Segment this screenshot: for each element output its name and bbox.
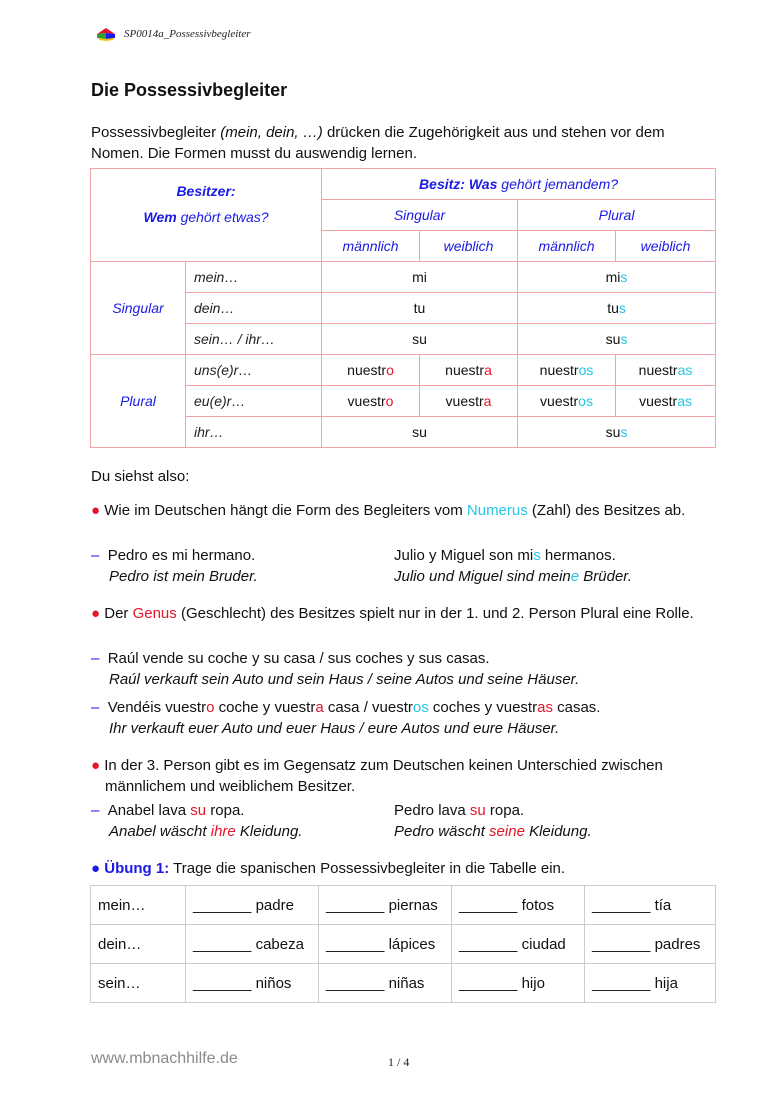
intro-paragraph xyxy=(91,122,715,164)
exercise-instruction: Trage die spanischen Possessivbegleiter in die Tabelle ein. xyxy=(169,860,566,877)
bullet-dot-icon: ● xyxy=(91,605,101,622)
ex2b-os: os xyxy=(412,699,429,716)
dash-icon: – xyxy=(91,650,100,667)
vuestras-stem: vuestr xyxy=(639,393,678,409)
nuestro-ending: o xyxy=(386,362,394,378)
nuestra-stem: nuestr xyxy=(445,362,485,378)
bullet-dot-icon: ● xyxy=(91,502,101,519)
exercise-blank-cell[interactable]: _______ cabeza xyxy=(186,925,319,964)
exercise-row xyxy=(91,886,716,925)
genus-term: Genus xyxy=(132,605,177,622)
ex1-right-s: s xyxy=(533,547,541,564)
sus-stem: su xyxy=(605,331,621,347)
exercise-table xyxy=(90,885,716,1003)
exercise-cell: mein… xyxy=(91,886,186,925)
cell-nuestro xyxy=(322,355,420,386)
exercise-bullet-icon: ● xyxy=(91,860,101,877)
wem-label: Wem xyxy=(143,209,177,225)
vuestro-ending: o xyxy=(385,393,394,409)
point-numerus xyxy=(91,500,715,521)
nuestra-ending: a xyxy=(484,362,492,378)
exercise-blank-cell[interactable]: _______ ciudad xyxy=(452,925,585,964)
besitz-rest: gehört jemandem? xyxy=(497,176,619,192)
cell-vuestras xyxy=(616,386,716,417)
point2-text-start: Der xyxy=(104,605,133,622)
point3-text: In der 3. Person gibt es im Gegensatz zum Deutschen keinen Unterschied zwischen männlichem und weiblichem Besitzer. xyxy=(104,757,663,795)
intro-examples: (mein, dein, …) xyxy=(220,124,323,141)
cell-sus xyxy=(518,324,716,355)
ex1-right-de-b: Brüder. xyxy=(579,568,632,585)
tus-ending: s xyxy=(618,300,626,316)
document-id: SP0014a_Possessivbegleiter xyxy=(124,28,251,40)
tus-stem: tu xyxy=(607,300,619,316)
point1-text-start: Wie im Deutschen hängt die Form des Begleiters vom xyxy=(104,502,467,519)
bullet-dot-icon: ● xyxy=(91,757,101,774)
exercise-blank-cell[interactable]: _______ fotos xyxy=(452,886,585,925)
ex3-left-su: su xyxy=(190,802,207,819)
besitz-header xyxy=(322,169,716,200)
ex2b-4: coches y vuestr xyxy=(428,699,538,716)
example-2a xyxy=(91,648,579,690)
exercise-row xyxy=(91,925,716,964)
ex2b-1: Vendéis vuestr xyxy=(107,699,207,716)
exercise-cell: dein… xyxy=(91,925,186,964)
wem-rest: gehört etwas? xyxy=(176,209,269,225)
sus-ending: s xyxy=(620,331,628,347)
row-label-ihr: ihr… xyxy=(186,417,322,448)
ex1-right-b: hermanos. xyxy=(540,547,616,564)
ex3-left-de-a: Anabel wäscht xyxy=(109,823,211,840)
ex2a-de: Raúl verkauft sein Auto und sein Haus / seine Autos und seine Häuser. xyxy=(109,671,580,688)
cell-nuestra xyxy=(420,355,518,386)
ex3-left-b: ropa. xyxy=(206,802,245,819)
mis-ending: s xyxy=(620,269,628,285)
exercise-cell: sein… xyxy=(91,964,186,1003)
cell-nuestras xyxy=(616,355,716,386)
point-genus xyxy=(91,603,715,624)
ex1-left-es: Pedro es mi hermano. xyxy=(107,547,256,564)
mis-stem: mi xyxy=(605,269,621,285)
row-label-euer: eu(e)r… xyxy=(186,386,322,417)
page-number: 1 / 4 xyxy=(388,1055,410,1069)
ex3-right-a: Pedro lava xyxy=(394,802,470,819)
example-1-left xyxy=(91,545,258,587)
ex3-left-de-b: Kleidung. xyxy=(235,823,303,840)
nuestro-stem: nuestr xyxy=(347,362,387,378)
ex1-right-de-a: Julio und Miguel sind mein xyxy=(394,568,571,585)
possessive-table xyxy=(90,168,716,448)
exercise-blank-cell[interactable]: _______ lápices xyxy=(319,925,452,964)
dash-icon: – xyxy=(91,699,100,716)
exercise-blank-cell[interactable]: _______ niñas xyxy=(319,964,452,1003)
cell-mis xyxy=(518,262,716,293)
ex2b-2: coche y vuestr xyxy=(214,699,316,716)
point2-text-end: (Geschlecht) des Besitzes spielt nur in der 1. und 2. Person Plural eine Rolle. xyxy=(176,605,694,622)
header-singular: Singular xyxy=(322,200,518,231)
row-label-mein: mein… xyxy=(186,262,322,293)
point1-text-end: (Zahl) des Besitzes ab. xyxy=(527,502,686,519)
ex3-left-a: Anabel lava xyxy=(107,802,191,819)
vuestros-ending: os xyxy=(578,393,593,409)
cell-nuestros xyxy=(518,355,616,386)
vuestro-stem: vuestr xyxy=(347,393,386,409)
ex1-right-a: Julio y Miguel son mi xyxy=(394,547,534,564)
ex3-right-b: ropa. xyxy=(485,802,525,819)
cell-tu: tu xyxy=(322,293,518,324)
ex2b-5: casas. xyxy=(552,699,601,716)
dash-icon: – xyxy=(91,547,100,564)
example-2b xyxy=(91,697,600,739)
ex2b-o: o xyxy=(206,699,215,716)
footer-url[interactable]: www.mbnachhilfe.de xyxy=(91,1050,238,1067)
header-maennlich-pl: männlich xyxy=(518,231,616,262)
besitzer-label: Besitzer: xyxy=(176,183,236,199)
exercise-label: Übung 1: xyxy=(104,860,170,877)
example-3-left xyxy=(91,800,302,842)
vuestra-stem: vuestr xyxy=(445,393,484,409)
intro-text-end: drücken die Zugehörigkeit aus und stehen vor dem Nomen. Die Formen musst du auswendig lernen. xyxy=(91,124,665,162)
row-label-unser: uns(e)r… xyxy=(186,355,322,386)
ex2b-a: a xyxy=(315,699,324,716)
nuestros-ending: os xyxy=(578,362,594,378)
header-maennlich-sg: männlich xyxy=(322,231,420,262)
ex3-right-de-a: Pedro wäscht xyxy=(394,823,490,840)
example-1-right xyxy=(394,545,632,587)
nuestras-ending: as xyxy=(677,362,693,378)
exercise-blank-cell[interactable]: _______ padres xyxy=(585,925,716,964)
nuestros-stem: nuestr xyxy=(539,362,579,378)
header-plural: Plural xyxy=(518,200,716,231)
cell-su: su xyxy=(322,324,518,355)
was-label: Was xyxy=(468,176,498,192)
sus-pl-stem: su xyxy=(605,424,621,440)
vuestras-ending: as xyxy=(677,393,692,409)
exercise-blank-cell[interactable]: _______ hijo xyxy=(452,964,585,1003)
ex3-right-seine: seine xyxy=(489,823,525,840)
exercise-heading xyxy=(91,858,715,879)
cell-vuestros xyxy=(518,386,616,417)
header-weiblich-sg: weiblich xyxy=(420,231,518,262)
ex1-left-de: Pedro ist mein Bruder. xyxy=(109,568,258,585)
exercise-blank-cell[interactable]: _______ hija xyxy=(585,964,716,1003)
besitz-label: Besitz: xyxy=(419,176,465,192)
numerus-term: Numerus xyxy=(466,502,528,519)
header-weiblich-pl: weiblich xyxy=(616,231,716,262)
cell-tus xyxy=(518,293,716,324)
ex2a-es: Raúl vende su coche y su casa / sus coches y sus casas. xyxy=(107,650,490,667)
also-label: Du siehst also: xyxy=(91,468,190,485)
dash-icon: – xyxy=(91,802,100,819)
point-third-person xyxy=(91,755,715,797)
sus-pl-ending: s xyxy=(620,424,628,440)
ex1-right-de-e: e xyxy=(570,568,580,585)
group-singular: Singular xyxy=(91,262,186,355)
exercise-blank-cell[interactable]: _______ piernas xyxy=(319,886,452,925)
page-header xyxy=(96,27,250,41)
intro-text-start: Possessivbegleiter xyxy=(91,124,221,141)
group-plural: Plural xyxy=(91,355,186,448)
exercise-blank-cell[interactable]: _______ padre xyxy=(186,886,319,925)
cell-sus-pl xyxy=(518,417,716,448)
ex2b-3: casa / vuestr xyxy=(323,699,413,716)
cell-su-pl: su xyxy=(322,417,518,448)
row-label-dein: dein… xyxy=(186,293,322,324)
ex3-left-ihre: ihre xyxy=(210,823,236,840)
example-3-right xyxy=(394,800,592,842)
besitzer-header xyxy=(91,169,322,262)
vuestros-stem: vuestr xyxy=(540,393,579,409)
cell-mi: mi xyxy=(322,262,518,293)
page-title: Die Possessivbegleiter xyxy=(91,80,288,100)
nuestras-stem: nuestr xyxy=(638,362,678,378)
ex2b-de: Ihr verkauft euer Auto und euer Haus / eure Autos und eure Häuser. xyxy=(109,720,560,737)
ex2b-as: as xyxy=(537,699,553,716)
row-label-sein: sein… / ihr… xyxy=(186,324,322,355)
cell-vuestra xyxy=(420,386,518,417)
ex3-right-de-b: Kleidung. xyxy=(524,823,592,840)
book-logo-icon xyxy=(96,27,116,41)
vuestra-ending: a xyxy=(483,393,492,409)
exercise-row xyxy=(91,964,716,1003)
ex3-right-su: su xyxy=(469,802,486,819)
exercise-blank-cell[interactable]: _______ niños xyxy=(186,964,319,1003)
cell-vuestro xyxy=(322,386,420,417)
exercise-blank-cell[interactable]: _______ tía xyxy=(585,886,716,925)
